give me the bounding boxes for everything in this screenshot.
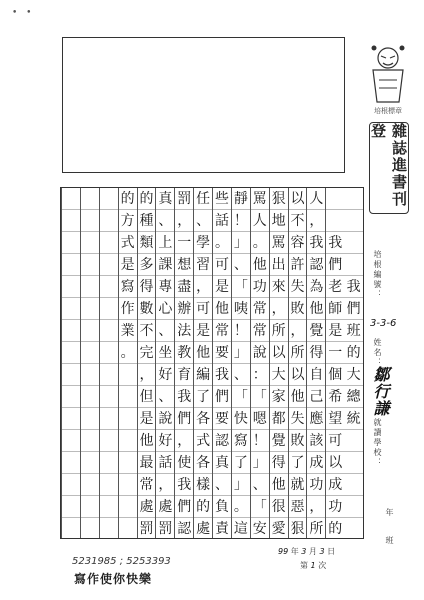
manuscript-cell: 責: [214, 521, 229, 537]
manuscript-cell: 狠: [270, 188, 288, 210]
manuscript-cell: 好: [156, 430, 174, 452]
manuscript-cell: 許: [289, 254, 307, 276]
manuscript-column: [137, 188, 156, 538]
manuscript-cell: 功: [251, 276, 269, 298]
manuscript-cell: [81, 210, 99, 232]
manuscript-cell: 、: [156, 210, 174, 232]
school-label: 就讀學校：: [373, 418, 382, 468]
manuscript-cell: ，: [270, 298, 288, 320]
manuscript-cell: 很: [270, 496, 288, 518]
manuscript-cell: 出: [270, 254, 288, 276]
manuscript-cell: 所: [289, 342, 307, 364]
manuscript-cell: [119, 518, 137, 540]
manuscript-cell: 所: [270, 320, 288, 342]
manuscript-cell: [62, 452, 80, 474]
manuscript-cell: 「: [232, 276, 250, 298]
name-value: 鄒行謙: [371, 366, 390, 417]
manuscript-cell: [326, 188, 344, 210]
manuscript-cell: 。: [213, 232, 231, 254]
manuscript-cell: 們: [326, 254, 344, 276]
manuscript-cell: 惡: [289, 496, 307, 518]
manuscript-cell: [100, 188, 118, 210]
manuscript-cell: 的: [119, 188, 137, 210]
manuscript-cell: 失: [289, 276, 307, 298]
page-number: 1: [310, 561, 316, 570]
manuscript-cell: 坐: [156, 342, 174, 364]
manuscript-cell: 編: [194, 364, 212, 386]
manuscript-cell: [62, 232, 80, 254]
manuscript-column: [118, 188, 137, 538]
manuscript-column: [306, 188, 325, 538]
manuscript-cell: 了: [289, 452, 307, 474]
manuscript-cell: 各: [194, 452, 212, 474]
manuscript-cell: 他: [251, 254, 269, 276]
date-month-label: 月: [308, 547, 317, 556]
name-label: 姓名：: [373, 338, 382, 368]
manuscript-cell: 罰: [158, 521, 173, 537]
manuscript-cell: [100, 452, 118, 474]
page-line: [300, 560, 326, 571]
manuscript-cell: 常: [251, 298, 269, 320]
date-year-label: 年: [290, 547, 299, 556]
manuscript-cell: [81, 386, 99, 408]
manuscript-cell: 為: [307, 276, 325, 298]
manuscript-cell: 育: [175, 364, 193, 386]
magazine-label-text: 雜誌進書刊登: [369, 123, 408, 208]
manuscript-cell: 種: [138, 210, 156, 232]
manuscript-cell: [62, 298, 80, 320]
manuscript-cell: 、: [251, 474, 269, 496]
manuscript-cell: 樣: [194, 474, 212, 496]
manuscript-cell: 處: [138, 496, 156, 518]
phone-number: 5231985 ; 5253393: [72, 556, 171, 567]
manuscript-cell: 使: [175, 452, 193, 474]
manuscript-cell: 認: [307, 254, 325, 276]
manuscript-cell: 罰: [175, 188, 193, 210]
number-label: 培根編號：: [373, 250, 382, 300]
manuscript-cell: 類: [138, 232, 156, 254]
manuscript-cell: [81, 254, 99, 276]
manuscript-cell: ，: [289, 320, 307, 342]
manuscript-cell: 。: [232, 496, 250, 518]
manuscript-cell: 常: [213, 320, 231, 342]
manuscript-cell: 說: [251, 342, 269, 364]
magazine-label: [369, 122, 409, 214]
manuscript-cell: 要: [213, 342, 231, 364]
manuscript-cell: 寫: [232, 430, 250, 452]
manuscript-cell: 這: [233, 521, 248, 537]
manuscript-cell: 地: [270, 210, 288, 232]
manuscript-cell: 人: [307, 188, 325, 210]
manuscript-cell: 狠: [290, 521, 305, 537]
manuscript-cell: ，: [175, 210, 193, 232]
manuscript-cell: 」: [232, 232, 250, 254]
manuscript-column: [80, 188, 99, 538]
manuscript-cell: 個: [326, 364, 344, 386]
manuscript-cell: [81, 474, 99, 496]
manuscript-cell: [119, 496, 137, 518]
manuscript-cell: 自: [307, 364, 325, 386]
manuscript-cell: 式: [119, 232, 137, 254]
manuscript-cell: 老: [326, 276, 344, 298]
manuscript-column: [344, 188, 363, 538]
manuscript-cell: 要: [213, 408, 231, 430]
manuscript-cell: [119, 408, 137, 430]
bacon-stamp-icon: [365, 40, 411, 106]
manuscript-cell: ，: [175, 430, 193, 452]
manuscript-cell: 所: [309, 521, 324, 537]
manuscript-cell: [119, 386, 137, 408]
manuscript-column: [269, 188, 288, 538]
manuscript-cell: ，: [138, 364, 156, 386]
manuscript-cell: [62, 430, 80, 452]
manuscript-cell: 我: [213, 364, 231, 386]
manuscript-cell: [81, 232, 99, 254]
manuscript-cell: [344, 452, 363, 474]
manuscript-cell: [100, 518, 118, 540]
manuscript-cell: [344, 518, 363, 540]
manuscript-cell: 覺: [307, 320, 325, 342]
manuscript-grid: [60, 187, 364, 539]
manuscript-column: [325, 188, 344, 538]
manuscript-cell: 話: [213, 210, 231, 232]
teacher-comment-box: [62, 37, 345, 173]
manuscript-cell: 。: [119, 342, 137, 364]
manuscript-cell: 各: [194, 408, 212, 430]
manuscript-cell: 」: [232, 474, 250, 496]
manuscript-cell: 方: [119, 210, 137, 232]
manuscript-cell: 容: [289, 232, 307, 254]
manuscript-cell: [62, 276, 80, 298]
manuscript-cell: 學: [194, 232, 212, 254]
manuscript-cell: [344, 210, 363, 232]
manuscript-cell: 真: [156, 188, 174, 210]
manuscript-cell: 是: [138, 408, 156, 430]
manuscript-cell: 盡: [175, 276, 193, 298]
manuscript-cell: 愛: [271, 521, 286, 537]
date-line: [278, 546, 335, 557]
manuscript-cell: [100, 496, 118, 518]
manuscript-cell: 處: [156, 496, 174, 518]
manuscript-cell: ，: [156, 474, 174, 496]
manuscript-cell: ！: [251, 430, 269, 452]
manuscript-cell: [81, 276, 99, 298]
manuscript-cell: [81, 188, 99, 210]
manuscript-cell: 「: [251, 496, 269, 518]
manuscript-cell: [100, 386, 118, 408]
manuscript-cell: 「: [232, 386, 250, 408]
manuscript-cell: 業: [119, 320, 137, 342]
number-value: 3-3-6: [370, 318, 397, 329]
manuscript-cell: [81, 342, 99, 364]
manuscript-cell: 「: [251, 386, 269, 408]
manuscript-cell: [100, 474, 118, 496]
manuscript-cell: 應: [307, 408, 325, 430]
manuscript-cell: [100, 320, 118, 342]
manuscript-cell: 」: [232, 342, 250, 364]
manuscript-cell: 靜: [232, 188, 250, 210]
manuscript-cell: 式: [194, 430, 212, 452]
manuscript-cell: 數: [138, 298, 156, 320]
manuscript-cell: [62, 496, 80, 518]
manuscript-cell: [62, 320, 80, 342]
manuscript-cell: [81, 430, 99, 452]
manuscript-cell: 班: [344, 320, 363, 342]
manuscript-cell: 己: [307, 386, 325, 408]
manuscript-cell: [62, 188, 80, 210]
manuscript-cell: [100, 430, 118, 452]
manuscript-cell: [344, 188, 363, 210]
manuscript-cell: 人: [251, 210, 269, 232]
manuscript-cell: 可: [213, 254, 231, 276]
page-suffix: 次: [318, 561, 327, 570]
manuscript-cell: 了: [232, 452, 250, 474]
manuscript-cell: ！: [232, 320, 250, 342]
manuscript-cell: 想: [175, 254, 193, 276]
manuscript-cell: [100, 408, 118, 430]
manuscript-cell: 以: [270, 342, 288, 364]
manuscript-cell: [326, 210, 344, 232]
slogan: 寫作使你快樂: [74, 572, 153, 586]
corner-marks: • •: [12, 8, 35, 18]
manuscript-cell: 家: [270, 386, 288, 408]
manuscript-cell: ，: [194, 276, 212, 298]
manuscript-cell: 來: [270, 276, 288, 298]
manuscript-cell: 我: [307, 232, 325, 254]
manuscript-cell: [344, 254, 363, 276]
manuscript-cell: 是: [213, 276, 231, 298]
manuscript-cell: 辦: [175, 298, 193, 320]
manuscript-cell: [344, 496, 363, 518]
manuscript-column: [250, 188, 269, 538]
manuscript-cell: 他: [213, 298, 231, 320]
manuscript-cell: 好: [156, 364, 174, 386]
manuscript-cell: 罰: [139, 521, 154, 537]
manuscript-cell: [81, 320, 99, 342]
date-month: 3: [301, 547, 307, 556]
manuscript-cell: 法: [175, 320, 193, 342]
manuscript-cell: 、: [232, 364, 250, 386]
manuscript-column: [174, 188, 193, 538]
manuscript-cell: 他: [270, 474, 288, 496]
manuscript-column: [288, 188, 307, 538]
manuscript-cell: 」: [251, 452, 269, 474]
manuscript-cell: 嗯: [251, 408, 269, 430]
date-day: 3: [319, 547, 325, 556]
manuscript-cell: 是: [326, 320, 344, 342]
manuscript-cell: 、: [213, 474, 231, 496]
manuscript-cell: ，: [307, 210, 325, 232]
manuscript-cell: [62, 474, 80, 496]
manuscript-cell: 作: [119, 298, 137, 320]
manuscript-cell: 了: [194, 386, 212, 408]
manuscript-cell: 不: [289, 210, 307, 232]
manuscript-cell: [62, 518, 80, 540]
manuscript-cell: [100, 254, 118, 276]
manuscript-cell: 處: [196, 521, 211, 537]
manuscript-cell: 的: [194, 496, 212, 518]
manuscript-cell: [62, 408, 80, 430]
manuscript-cell: [81, 496, 99, 518]
manuscript-cell: 他: [194, 342, 212, 364]
manuscript-cell: [81, 518, 99, 540]
manuscript-cell: 、: [194, 210, 212, 232]
manuscript-cell: 完: [138, 342, 156, 364]
manuscript-cell: 。: [251, 232, 269, 254]
manuscript-cell: 統: [344, 408, 363, 430]
manuscript-cell: 功: [307, 474, 325, 496]
manuscript-cell: [100, 298, 118, 320]
manuscript-cell: 得: [138, 276, 156, 298]
manuscript-cell: [81, 298, 99, 320]
manuscript-cell: [100, 342, 118, 364]
manuscript-column: [99, 188, 118, 538]
manuscript-cell: 總: [344, 386, 363, 408]
manuscript-cell: 認: [213, 430, 231, 452]
manuscript-cell: [81, 364, 99, 386]
manuscript-cell: 成: [326, 474, 344, 496]
manuscript-cell: 們: [213, 386, 231, 408]
manuscript-cell: [81, 408, 99, 430]
manuscript-cell: 一: [175, 232, 193, 254]
manuscript-cell: 一: [326, 342, 344, 364]
manuscript-cell: 望: [326, 408, 344, 430]
manuscript-cell: 得: [270, 452, 288, 474]
manuscript-cell: [100, 276, 118, 298]
manuscript-cell: 以: [289, 188, 307, 210]
manuscript-cell: 們: [175, 496, 193, 518]
manuscript-cell: 任: [194, 188, 212, 210]
manuscript-column: [231, 188, 250, 538]
manuscript-cell: ，: [307, 496, 325, 518]
manuscript-cell: 可: [194, 298, 212, 320]
manuscript-column: [193, 188, 212, 538]
manuscript-cell: 就: [289, 474, 307, 496]
manuscript-cell: 、: [156, 320, 174, 342]
manuscript-cell: 以: [326, 452, 344, 474]
manuscript-cell: 我: [344, 276, 363, 298]
manuscript-cell: 課: [156, 254, 174, 276]
manuscript-cell: [100, 210, 118, 232]
stamp-caption: 培根標章: [374, 107, 402, 115]
manuscript-cell: 是: [119, 254, 137, 276]
manuscript-cell: 該: [307, 430, 325, 452]
manuscript-cell: 我: [326, 232, 344, 254]
manuscript-cell: 多: [138, 254, 156, 276]
manuscript-cell: 、: [232, 254, 250, 276]
manuscript-cell: 師: [326, 298, 344, 320]
manuscript-cell: 心: [156, 298, 174, 320]
manuscript-cell: 、: [156, 386, 174, 408]
manuscript-cell: [100, 232, 118, 254]
manuscript-cell: [62, 254, 80, 276]
manuscript-cell: 習: [194, 254, 212, 276]
manuscript-cell: 他: [307, 298, 325, 320]
manuscript-cell: 得: [307, 342, 325, 364]
manuscript-cell: 成: [307, 452, 325, 474]
manuscript-cell: 寫: [119, 276, 137, 298]
manuscript-cell: 不: [138, 320, 156, 342]
manuscript-cell: 真: [213, 452, 231, 474]
manuscript-cell: ！: [232, 210, 250, 232]
manuscript-cell: [344, 474, 363, 496]
class-label: 班: [385, 536, 394, 546]
manuscript-column: [155, 188, 174, 538]
manuscript-cell: [344, 430, 363, 452]
manuscript-cell: 他: [289, 386, 307, 408]
manuscript-cell: 我: [175, 474, 193, 496]
page-prefix: 第: [300, 561, 308, 570]
manuscript-cell: 是: [194, 320, 212, 342]
manuscript-cell: 最: [138, 452, 156, 474]
manuscript-cell: 專: [156, 276, 174, 298]
manuscript-cell: [62, 342, 80, 364]
manuscript-cell: [62, 364, 80, 386]
manuscript-cell: 認: [177, 521, 192, 537]
manuscript-cell: 以: [289, 364, 307, 386]
manuscript-cell: [119, 474, 137, 496]
manuscript-cell: 功: [326, 496, 344, 518]
manuscript-cell: 覺: [270, 430, 288, 452]
manuscript-cell: 常: [251, 320, 269, 342]
manuscript-cell: 安: [252, 521, 267, 537]
manuscript-cell: [119, 452, 137, 474]
manuscript-column: [61, 188, 80, 538]
manuscript-cell: ：: [251, 364, 269, 386]
date-day-label: 日: [327, 547, 336, 556]
manuscript-cell: [62, 210, 80, 232]
manuscript-cell: 都: [270, 408, 288, 430]
manuscript-cell: 的: [344, 342, 363, 364]
manuscript-cell: 可: [326, 430, 344, 452]
manuscript-cell: 失: [289, 408, 307, 430]
manuscript-cell: 希: [326, 386, 344, 408]
manuscript-cell: 罵: [270, 232, 288, 254]
manuscript-cell: 但: [138, 386, 156, 408]
manuscript-cell: 們: [344, 298, 363, 320]
manuscript-cell: 話: [156, 452, 174, 474]
manuscript-cell: 我: [175, 386, 193, 408]
manuscript-cell: 教: [175, 342, 193, 364]
manuscript-cell: 快: [232, 408, 250, 430]
manuscript-cell: [344, 232, 363, 254]
manuscript-cell: 說: [156, 408, 174, 430]
manuscript-cell: 常: [138, 474, 156, 496]
manuscript-cell: [119, 364, 137, 386]
manuscript-cell: [100, 364, 118, 386]
manuscript-cell: [119, 430, 137, 452]
manuscript-cell: 他: [138, 430, 156, 452]
manuscript-cell: 敗: [289, 430, 307, 452]
manuscript-cell: 上: [156, 232, 174, 254]
grade-label: 年: [385, 508, 394, 518]
manuscript-cell: 大: [344, 364, 363, 386]
manuscript-cell: 咦: [232, 298, 250, 320]
manuscript-cell: [62, 386, 80, 408]
manuscript-cell: [81, 452, 99, 474]
manuscript-cell: 罵: [251, 188, 269, 210]
manuscript-cell: 些: [213, 188, 231, 210]
manuscript-column: [212, 188, 231, 538]
date-year: 99: [278, 547, 289, 556]
manuscript-cell: 大: [270, 364, 288, 386]
manuscript-cell: 的: [328, 521, 343, 537]
manuscript-cell: 敗: [289, 298, 307, 320]
manuscript-cell: 負: [213, 496, 231, 518]
manuscript-cell: 們: [175, 408, 193, 430]
manuscript-cell: 的: [138, 188, 156, 210]
